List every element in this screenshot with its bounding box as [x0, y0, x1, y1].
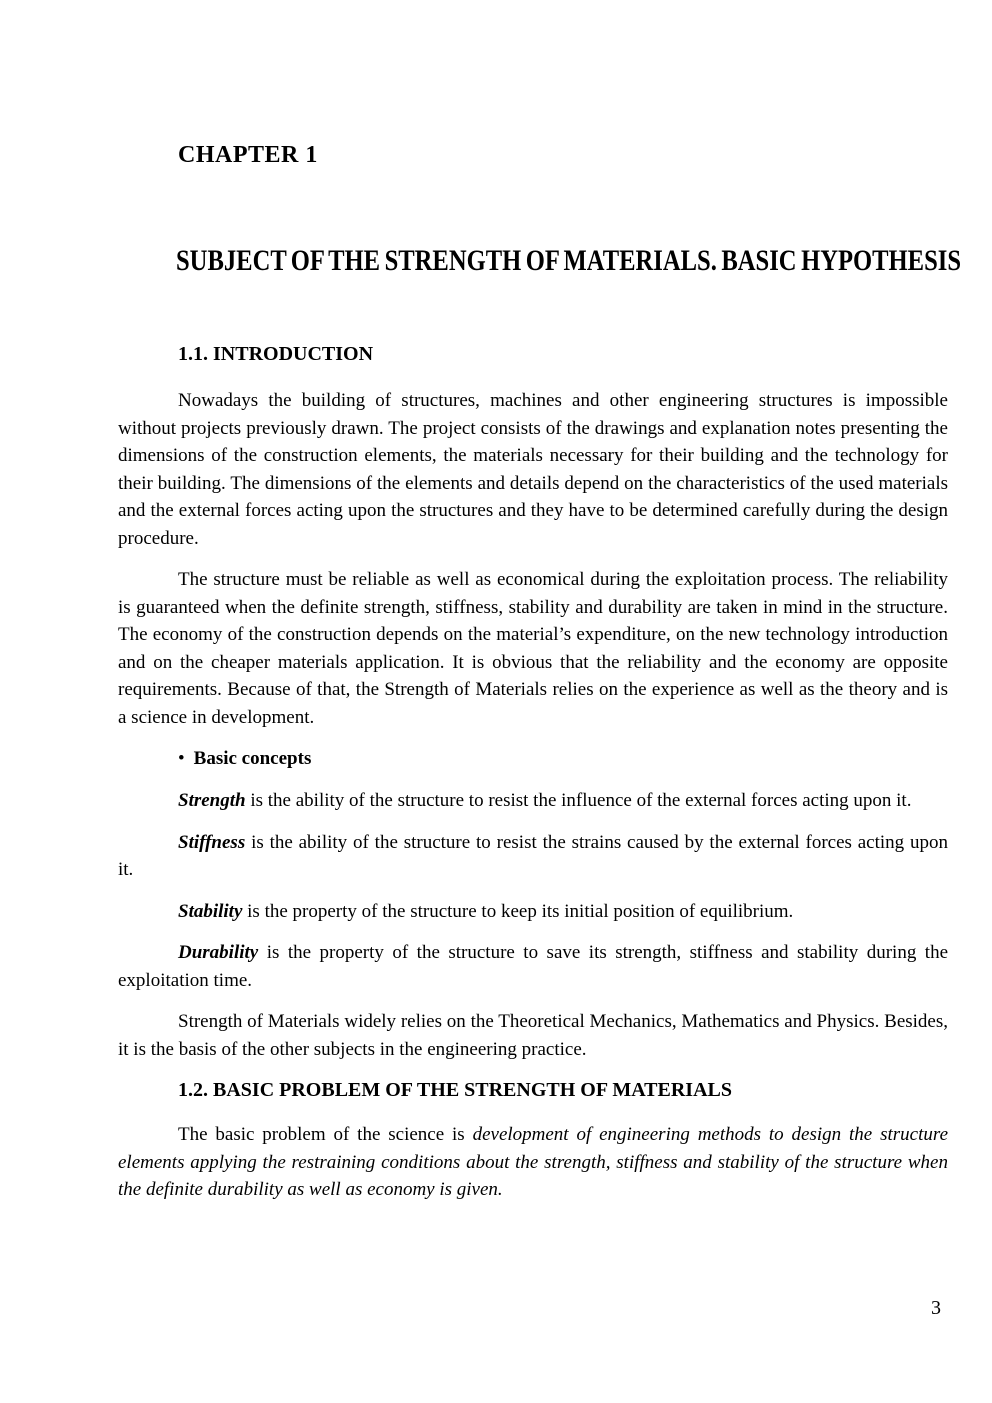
bullet-icon: •	[178, 748, 185, 769]
paragraph-intro-2: The structure must be reliable as well as economical during the exploitation process. The reliability is guaranteed when the definite strength, stiffness, stability and durability are taken in mind in the structure. The economy of the construction depends on the material’s expenditure, on the new technology introduction and on the cheaper materials application. It is obvious that the reliability and the economy are opposite requirements. Because of that, the Strength of Materials relies on the experience as well as the theory and is a science in development.	[118, 569, 948, 728]
definition-term-stiffness: Stiffness	[178, 831, 246, 853]
paragraph-relies-on: Strength of Materials widely relies on the Theoretical Mechanics, Mathematics and Physics. Besides, it is the basis of the other subjects in the engineering practice.	[118, 1011, 948, 1060]
definition-text-stability: is the property of the structure to keep its initial position of equilibrium.	[242, 900, 794, 922]
section-1-1-heading: 1.1. INTRODUCTION	[178, 343, 374, 365]
paragraph-basic-problem	[118, 1121, 948, 1204]
definition-text-stiffness: is the ability of the structure to resist the strains caused by the external forces acting upon it.	[118, 831, 948, 880]
paragraph-intro-1: Nowadays the building of structures, machines and other engineering structures is impossible without projects previously drawn. The project consists of the drawings and explanation notes presenting the dimensions of the construction elements, the materials necessary for their building and the technology for their building. The dimensions of the elements and details depend on the characteristics of the used materials and the external forces acting upon the structures and they have to be determined carefully during the design procedure.	[118, 390, 948, 549]
definition-term-strength: Strength	[178, 790, 246, 811]
bullet-label: Basic concepts	[193, 748, 312, 769]
definition-durability	[118, 939, 948, 994]
basic-problem-normal-text: The basic problem of the science is	[178, 1124, 473, 1145]
section-1-2-heading: 1.2. BASIC PROBLEM OF THE STRENGTH OF MATERIALS	[178, 1079, 732, 1101]
definition-strength	[118, 787, 948, 815]
chapter-heading: CHAPTER 1	[178, 142, 318, 168]
definition-text-durability: is the property of the structure to save its strength, stiffness and stability during the exploitation time.	[118, 942, 948, 991]
chapter-title-text: SUBJECT OF THE STRENGTH OF MATERIALS. BASIC HYPOTHESIS	[176, 244, 962, 277]
definition-stability	[118, 898, 948, 926]
page-number: 3	[931, 1297, 941, 1319]
bullet-basic-concepts	[178, 745, 948, 772]
basic-problem-italic-text: development of engineering methods to design the structure elements applying the restraining conditions about the strength, stiffness and stability of the structure when the definite durability as well as economy is given.	[118, 1124, 948, 1200]
definition-stiffness	[118, 829, 948, 884]
chapter-title	[176, 244, 962, 282]
definition-text-strength: is the ability of the structure to resist the influence of the external forces acting upon it.	[245, 790, 912, 811]
definition-term-durability: Durability	[178, 942, 259, 963]
definition-term-stability: Stability	[178, 900, 243, 922]
